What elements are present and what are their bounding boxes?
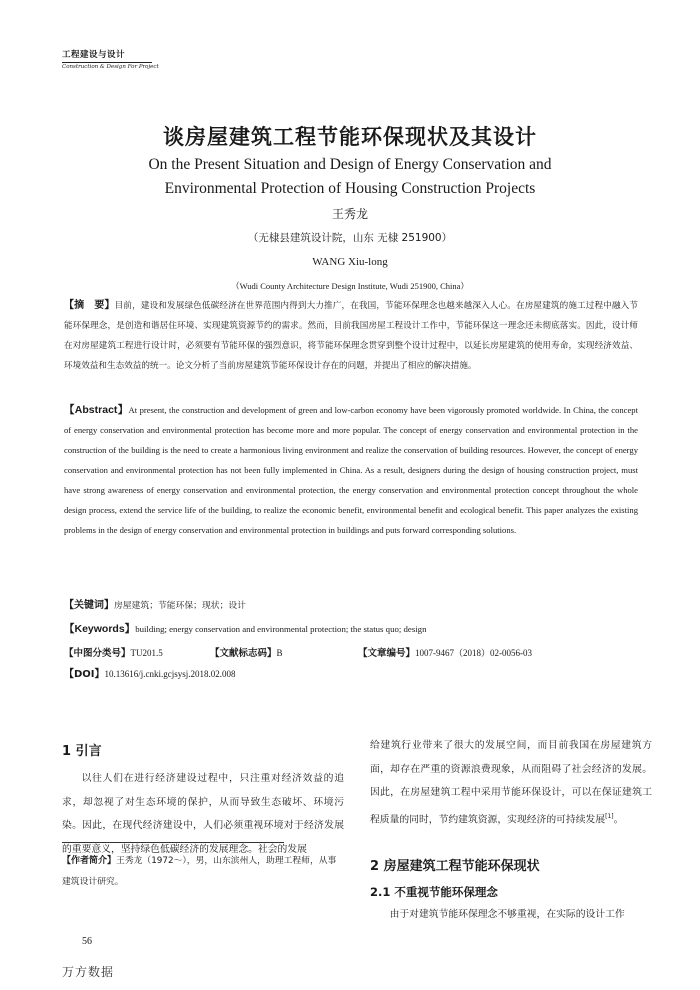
paper-title-en-line2: Environmental Protection of Housing Construction Projects (164, 180, 536, 197)
section-1-para-1: 以往人们在进行经济建设过程中，只注重对经济效益的追求，却忽视了对生态环境的保护，从而导致生态破坏、环境污染。因此，在现代经济建设中，人们必须重视环境对于经济发展的重要意义，坚持绿色低碳经济的发展理念。社会的发展 (62, 773, 344, 855)
journal-header (62, 48, 159, 70)
author-affiliation-cn: （无棣县建筑设计院，山东 无棣 251900） (247, 232, 453, 244)
abstract-en (64, 400, 638, 540)
document-code-value: B (276, 648, 283, 658)
abstract-en-label: 【Abstract】 (64, 404, 129, 416)
section-2-1-para-1: 由于对建筑节能环保理念不够重视，在实际的设计工作 (389, 909, 625, 920)
doi-value: 10.13616/j.cnki.gcjsysj.2018.02.008 (104, 669, 236, 679)
doi-label: 【DOI】 (64, 669, 105, 680)
article-number (358, 645, 532, 659)
abstract-cn (64, 296, 638, 376)
keywords-en-label: 【Keywords】 (64, 623, 136, 635)
paper-title-en-line1: On the Present Situation and Design of Energy Conservation and (148, 156, 552, 173)
journal-title-cn: 工程建设与设计 (62, 50, 126, 60)
article-number-label: 【文章编号】 (358, 648, 416, 659)
keywords-en (64, 621, 426, 636)
author-name-cn: 王秀龙 (331, 207, 368, 221)
page-number: 56 (82, 936, 92, 947)
keywords-cn (64, 596, 246, 611)
clc-label: 【中图分类号】 (64, 648, 131, 659)
journal-rule (62, 62, 152, 63)
paper-title-cn: 谈房屋建筑工程节能环保现状及其设计 (163, 125, 537, 149)
citation-ref: [1] (605, 812, 614, 820)
author-affiliation-en: （Wudi County Architecture Design Institute, Wudi 251900, China） (231, 281, 469, 291)
article-number-value: 1007-9467（2018）02-0056-03 (415, 648, 533, 658)
keywords-cn-label: 【关键词】 (64, 600, 114, 611)
clc-number (64, 645, 163, 659)
keywords-cn-text: 房屋建筑；节能环保；现状；设计 (114, 601, 246, 611)
abstract-cn-label: 【摘 要】 (64, 300, 115, 311)
section-1-para-2 (370, 734, 652, 831)
document-code (210, 645, 283, 659)
author-note (62, 851, 344, 893)
clc-value: TU201.5 (130, 648, 163, 658)
author-note-label: 【作者简介】 (62, 856, 117, 866)
keywords-en-text: building; energy conservation and environmental protection; the status quo; design (135, 624, 427, 634)
journal-title-en: Construction & Design For Project (62, 64, 159, 70)
section-2-heading: 2 房屋建筑工程节能环保现状 (370, 859, 540, 874)
section-2-1-heading: 2.1 不重视节能环保理念 (370, 885, 498, 899)
author-note-text: 王秀龙（1972～），男，山东滨州人，助理工程师，从事建筑设计研究。 (62, 856, 337, 887)
author-name-en: WANG Xiu-long (312, 256, 388, 268)
footnote-separator (62, 842, 284, 843)
section-1-para-2-end: 。 (613, 813, 624, 825)
section-1-heading: 1 引言 (62, 744, 102, 759)
watermark: 万方数据 (62, 965, 115, 979)
abstract-en-text: At present, the construction and development of green and low-carbon economy have been vigorously promoted worldwide. In China, the concept of energy conservation and environmental protection has become more and more popular. The concept of energy conservation and environmental protection in the construction of the building is the need to create a harmonious living environment and realize the conservation of building resources. However, the concept of energy conservation and environmental protection has not been fully implemented in China. As a result, designers during the design of housing construction project, must have strong awareness of energy conservation and environmental protection, the energy conservation and environmental protection concept throughout the whole design process, extend the service life of the building, to realize the economic benefit, environmental benefit and ecological benefit. This paper analyzes the existing problems in the design of energy conservation and environmental protection in buildings and puts forward corresponding solutions. (64, 405, 638, 535)
doi (64, 665, 236, 680)
document-code-label: 【文献标志码】 (210, 648, 277, 659)
abstract-cn-text: 目前，建设和发展绿色低碳经济在世界范围内得到大力推广，在我国，节能环保理念也越来越深入人心。在房屋建筑的施工过程中融入节能环保理念，是创造和谐居住环境、实现建筑资源节约的需求。然而，目前我国房屋工程设计工作中，节能环保这一理念还未彻底落实。因此，设计师在对房屋建筑工程进行设计时，必须要有节能环保的强烈意识，将节能环保理念贯穿到整个设计过程中，以延长房屋建筑的使用寿命，实现经济效益、环境效益和生态效益的统一。论文分析了当前房屋建筑节能环保设计存在的问题，并提出了相应的解决措施。 (64, 301, 638, 371)
section-1-para-2-text: 给建筑行业带来了很大的发展空间，而目前我国在房屋建筑方面，却存在严重的资源浪费现象，从而阻碍了社会经济的发展。因此，在房屋建筑工程中采用节能环保设计，可以在保证建筑工程质量的同时，节约建筑资源，实现经济的可持续发展 (370, 740, 652, 825)
